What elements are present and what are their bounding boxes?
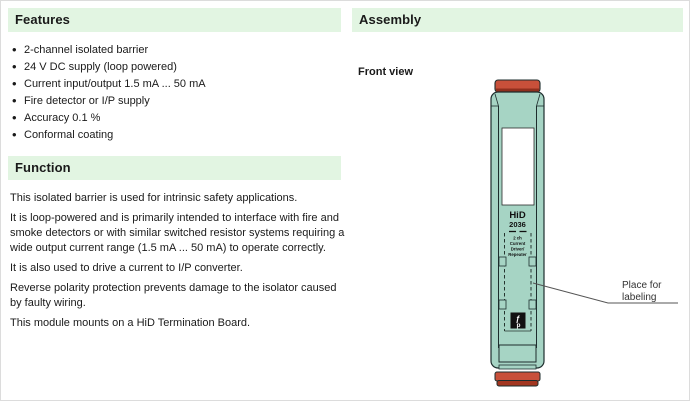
side-clip <box>499 257 506 266</box>
function-paragraph: It is loop-powered and is primarily intended to interface with fire and smoke detectors or with similar switched resistor systems requiring a wide output current range (1.5 mA ... 50 mA) to operate correctly. <box>10 212 345 254</box>
side-clip <box>499 300 506 309</box>
function-title: Function <box>15 160 71 175</box>
function-paragraph: This isolated barrier is used for intrinsic safety applications. <box>10 192 298 204</box>
assembly-section-header <box>352 8 683 32</box>
callout-text-line2: labeling <box>622 292 657 303</box>
function-text <box>10 191 345 336</box>
logo-glyph-top: ƒ <box>515 314 521 324</box>
feature-item: • Accuracy 0.1 % <box>10 112 340 126</box>
function-paragraph: This module mounts on a HiD Termination Board. <box>10 317 251 329</box>
lower-band <box>499 365 536 369</box>
function-paragraph: It is also used to drive a current to I/P converter. <box>10 262 243 274</box>
side-clip <box>529 300 536 309</box>
feature-item: • Current input/output 1.5 mA ... 50 mA <box>10 78 340 92</box>
device-label-line: Driver/ <box>510 246 525 252</box>
feature-item: • 2-channel isolated barrier <box>10 44 340 58</box>
device-label-line: Current <box>509 241 526 246</box>
function-paragraph: Reverse polarity protection prevents damage to the isolator caused by faulty wiring. <box>10 282 337 309</box>
device-front-view-figure <box>460 60 690 400</box>
device-base-red-lower <box>497 381 538 387</box>
label-window <box>502 128 534 205</box>
device-model-number: 2036 <box>509 220 526 229</box>
features-title: Features <box>15 12 70 27</box>
device-label-line: 2 ch <box>513 235 522 241</box>
pepperl-fuchs-logo <box>511 313 525 329</box>
feature-item: • Conformal coating <box>10 129 340 143</box>
features-list <box>10 44 340 146</box>
side-clip <box>529 257 536 266</box>
function-section-header <box>8 156 341 180</box>
feature-item: • 24 V DC supply (loop powered) <box>10 61 340 75</box>
features-section-header <box>8 8 341 32</box>
feature-item: • Fire detector or I/P supply <box>10 95 340 109</box>
device-base-red-upper <box>495 372 540 381</box>
device-top-cap-shadow <box>496 89 539 92</box>
logo-glyph-bottom: p <box>516 322 521 329</box>
device-model-text: HiD <box>509 210 526 221</box>
device-label-line: Repeater <box>508 252 527 257</box>
front-view-label: Front view <box>358 66 414 78</box>
assembly-title: Assembly <box>359 12 422 27</box>
callout-text-line1: Place for <box>622 280 662 291</box>
